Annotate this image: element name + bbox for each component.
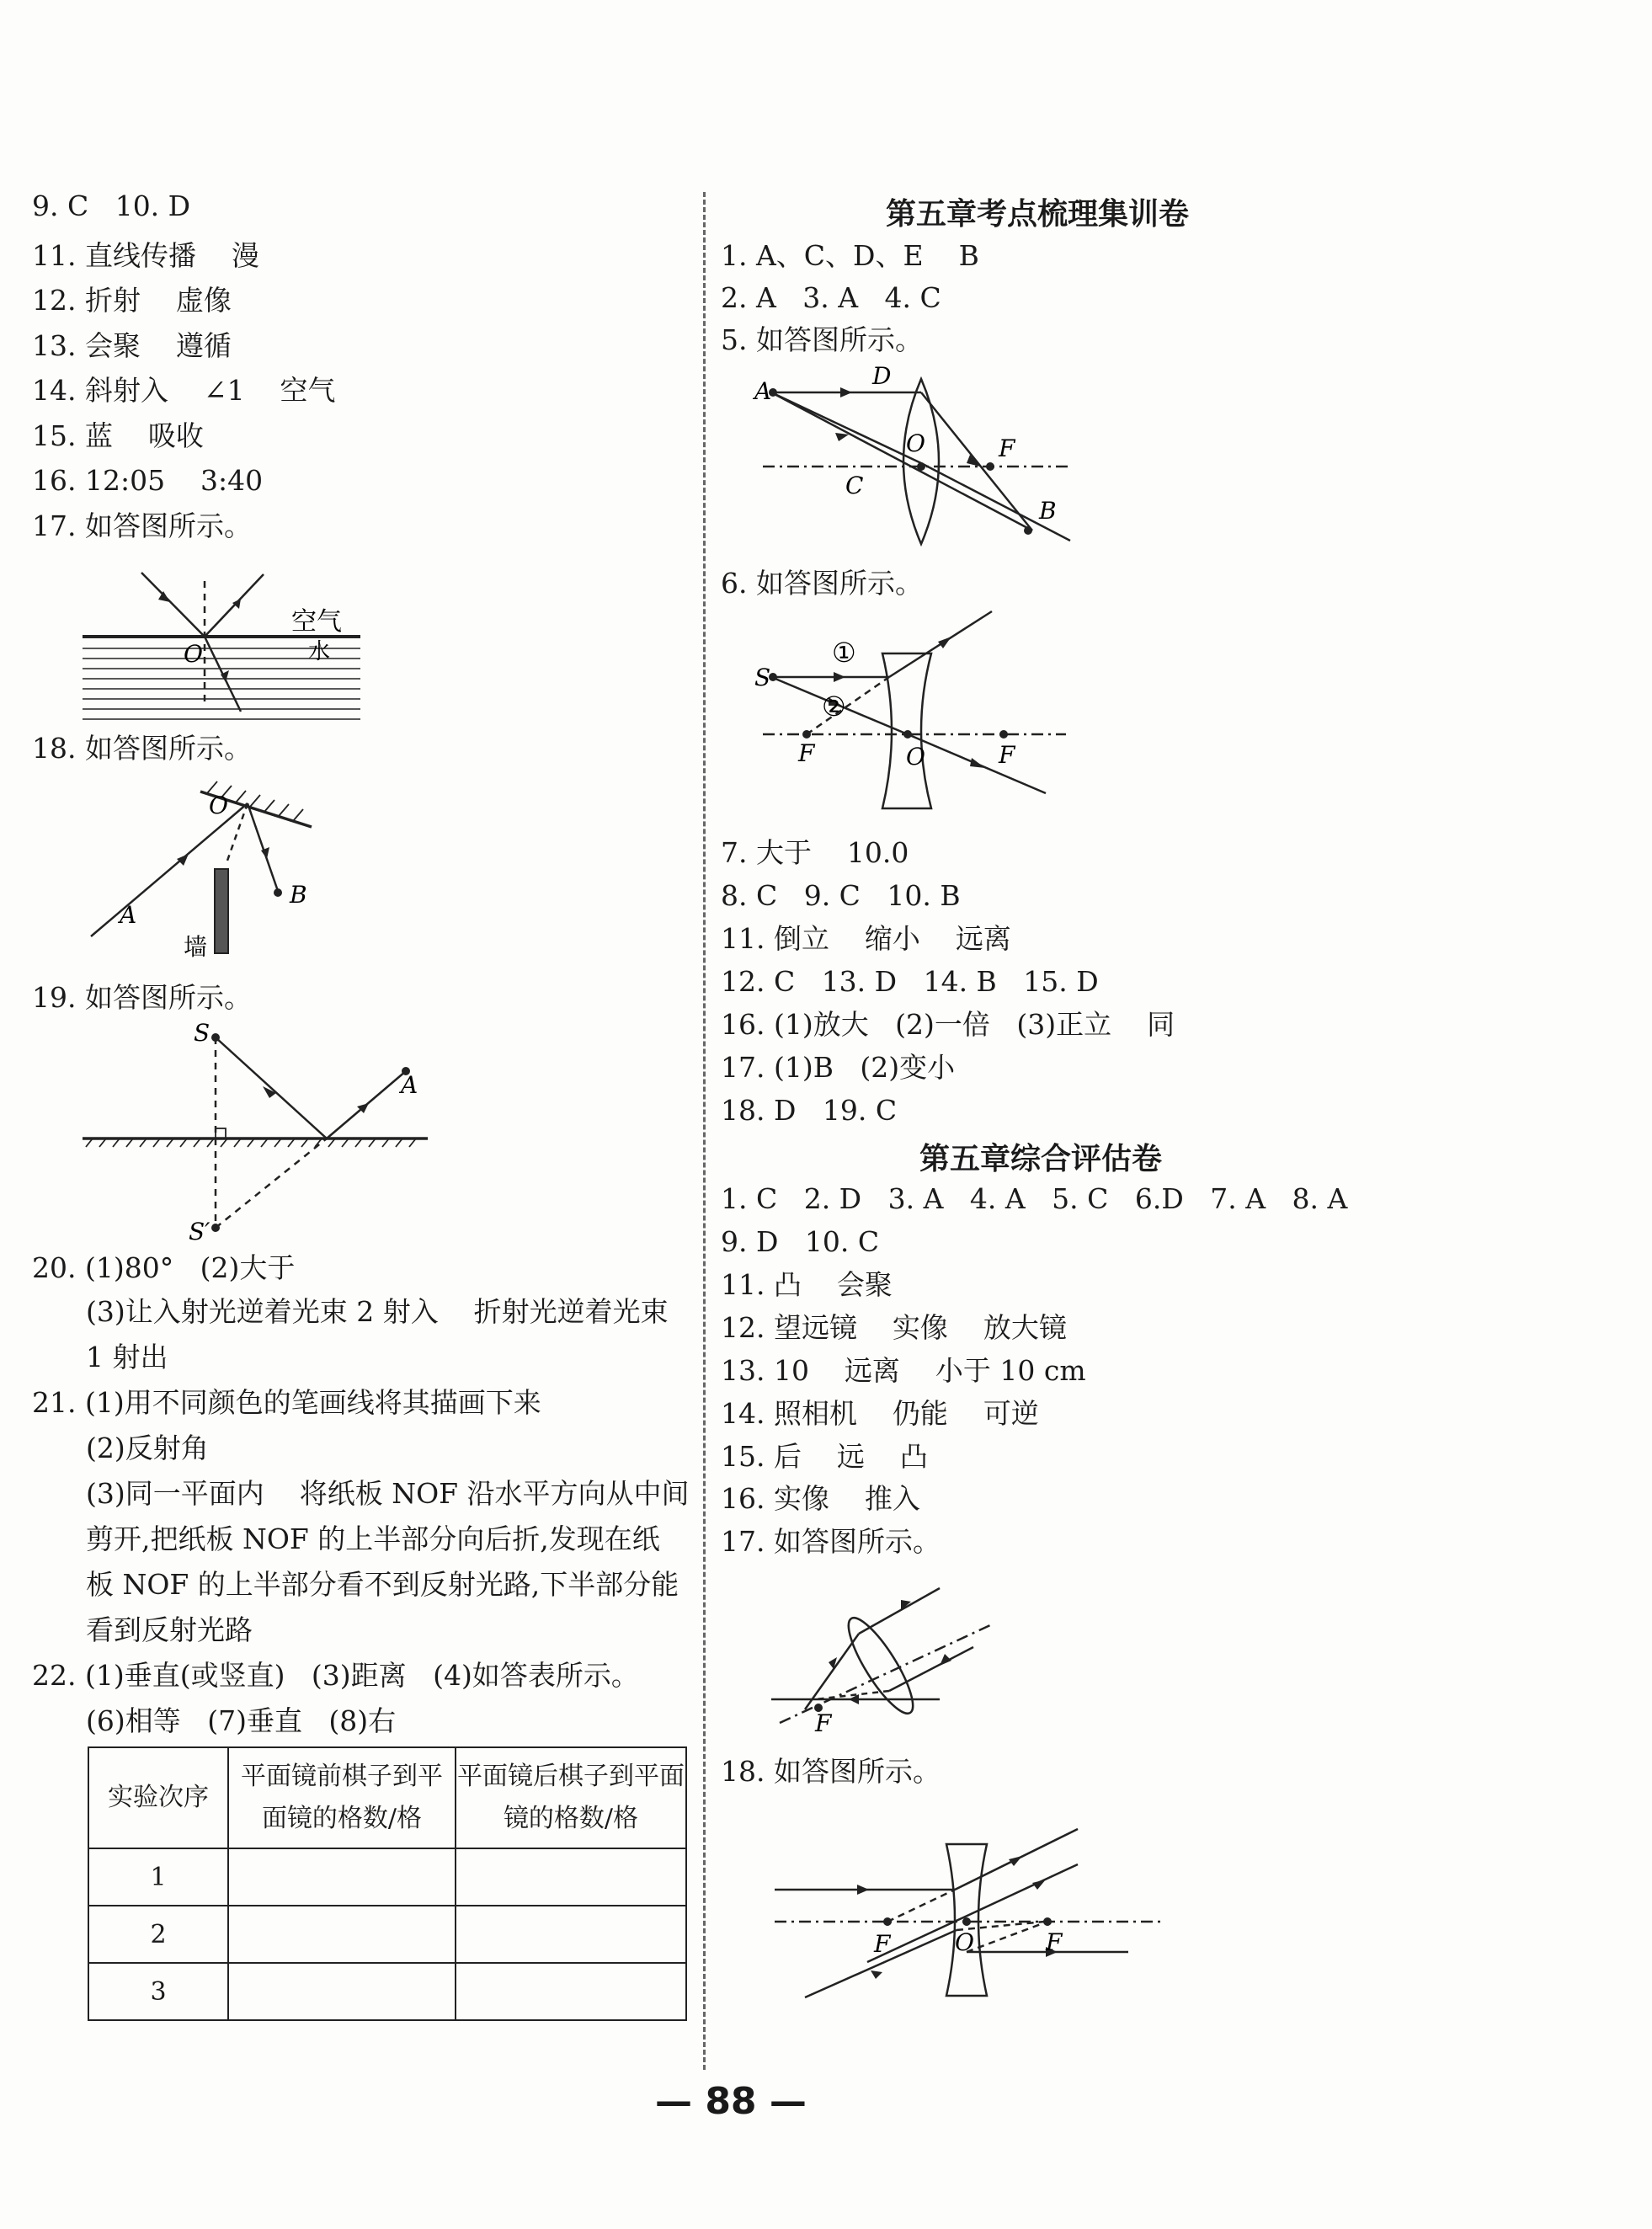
table-header-row <box>88 1747 686 1848</box>
point-s-label: S <box>754 664 771 691</box>
table-cell <box>228 1848 456 1906</box>
answer-line: 16. 12:05 3:40 <box>32 464 264 497</box>
answer-line: 12. C 13. D 14. B 15. D <box>721 965 1099 998</box>
focus-right-label: F <box>1046 1928 1063 1956</box>
table-cell <box>456 1906 686 1963</box>
answer-line: 21. (1)用不同颜色的笔画线将其描画下来 <box>32 1386 541 1419</box>
answer-line: 9. D 10. C <box>721 1225 880 1258</box>
point-o-label: O <box>209 792 228 819</box>
answer-line: 看到反射光路 <box>86 1613 253 1646</box>
table-row <box>88 1906 686 1963</box>
point-a-label: A <box>120 901 137 929</box>
answer-line: 17. 如答图所示。 <box>32 509 252 542</box>
answer-line: 16. 实像 推入 <box>721 1482 920 1515</box>
table-cell: 2 <box>88 1906 228 1963</box>
point-c-label: C <box>845 472 864 499</box>
figure-18b-concave-lens <box>775 1819 1162 2004</box>
answer-line: 11. 直线传播 漫 <box>32 239 259 272</box>
wall-block <box>215 869 228 953</box>
figure-18-mirror-wall <box>83 776 327 962</box>
focus-right-label: F <box>999 741 1015 769</box>
ray-1-label: ① <box>832 637 856 669</box>
answer-line: 20. (1)80° (2)大于 <box>32 1251 296 1284</box>
point-s-label: S <box>194 1019 210 1047</box>
answer-line: 15. 后 远 凸 <box>721 1440 928 1473</box>
answer-line: 9. C 10. D <box>32 189 191 222</box>
answer-line: 12. 望远镜 实像 放大镜 <box>721 1311 1067 1344</box>
answer-line: (3)同一平面内 将纸板 NOF 沿水平方向从中间 <box>86 1477 690 1510</box>
column-divider <box>703 192 706 2070</box>
figure-6-concave-lens <box>754 606 1074 817</box>
table-row <box>88 1963 686 2020</box>
point-o-label: O <box>906 743 925 771</box>
point-d-label: D <box>872 362 892 390</box>
table-header-cell: 平面镜后棋子到平面镜的格数/格 <box>456 1747 686 1848</box>
answer-line: 14. 照相机 仍能 可逆 <box>721 1397 1039 1430</box>
wall-label: 墙 <box>184 933 208 961</box>
point-o-label: O <box>184 640 203 668</box>
table-header-cell: 平面镜前棋子到平面镜的格数/格 <box>228 1747 456 1848</box>
point-o-label: O <box>906 429 925 457</box>
section-title: 第五章考点梳理集训卷 <box>886 197 1190 232</box>
figure-5-convex-lens <box>754 362 1091 564</box>
answer-line: 1. A、C、D、E B <box>721 239 979 272</box>
table-row <box>88 1848 686 1906</box>
answer-line: (2)反射角 <box>86 1432 209 1464</box>
table-header-cell: 实验次序 <box>88 1747 228 1848</box>
table-cell <box>228 1963 456 2020</box>
point-o-label: O <box>955 1928 974 1956</box>
focus-label: F <box>815 1709 832 1737</box>
answer-line: 1 射出 <box>86 1341 168 1373</box>
answer-line: 14. 斜射入 ∠1 空气 <box>32 374 336 407</box>
figure-17b-tilted-lens <box>771 1583 1007 1735</box>
page-number: — 88 — <box>655 2080 807 2123</box>
answer-line: 17. 如答图所示。 <box>721 1525 941 1558</box>
answer-line: 2. A 3. A 4. C <box>721 281 941 314</box>
section-title: 第五章综合评估卷 <box>919 1142 1163 1176</box>
answer-line: 17. (1)B (2)变小 <box>721 1051 956 1084</box>
point-a-label: A <box>754 377 772 405</box>
answer-line: 15. 蓝 吸收 <box>32 419 204 452</box>
point-b-label: B <box>290 881 307 909</box>
answer-line: 18. 如答图所示。 <box>32 732 252 765</box>
answer-line: 7. 大于 10.0 <box>721 836 909 869</box>
figure-19-plane-mirror <box>83 1019 436 1246</box>
answer-line: (6)相等 (7)垂直 (8)右 <box>86 1704 397 1737</box>
answer-line: 12. 折射 虚像 <box>32 284 232 317</box>
answer-line: 18. D 19. C <box>721 1094 898 1127</box>
table-cell <box>456 1848 686 1906</box>
water-label: 水 <box>308 639 331 664</box>
air-label: 空气 <box>291 607 342 637</box>
answer-line: (3)让入射光逆着光束 2 射入 折射光逆着光束 <box>86 1295 669 1328</box>
answer-line: 1. C 2. D 3. A 4. A 5. C 6.D 7. A 8. A <box>721 1182 1348 1215</box>
ray-2-label: ② <box>822 691 846 723</box>
point-f-label: F <box>999 435 1015 462</box>
answer-line: 剪开,把纸板 NOF 的上半部分向后折,发现在纸 <box>86 1522 660 1555</box>
answer-line: 16. (1)放大 (2)一倍 (3)正立 同 <box>721 1008 1175 1041</box>
answer-line: 22. (1)垂直(或竖直) (3)距离 (4)如答表所示。 <box>32 1659 639 1692</box>
focus-left-label: F <box>874 1930 891 1958</box>
point-a-label: A <box>401 1071 418 1099</box>
figure-17-refraction <box>83 564 360 733</box>
answer-line: 11. 倒立 缩小 远离 <box>721 922 1011 955</box>
answer-line: 18. 如答图所示。 <box>721 1755 941 1788</box>
answer-line: 8. C 9. C 10. B <box>721 879 961 912</box>
focus-left-label: F <box>798 739 815 767</box>
point-s-prime-label: S′ <box>189 1218 210 1245</box>
answer-line: 6. 如答图所示。 <box>721 567 923 600</box>
answer-table <box>88 1746 687 2021</box>
answer-line: 板 NOF 的上半部分看不到反射光路,下半部分能 <box>86 1568 679 1601</box>
answer-line: 19. 如答图所示。 <box>32 981 252 1014</box>
table-cell: 3 <box>88 1963 228 2020</box>
table-cell <box>228 1906 456 1963</box>
answer-line: 5. 如答图所示。 <box>721 323 923 356</box>
table-cell <box>456 1963 686 2020</box>
answer-line: 13. 10 远离 小于 10 cm <box>721 1354 1086 1387</box>
table-cell: 1 <box>88 1848 228 1906</box>
point-b-label: B <box>1039 497 1057 525</box>
answer-line: 13. 会聚 遵循 <box>32 329 232 362</box>
answer-line: 11. 凸 会聚 <box>721 1268 893 1301</box>
